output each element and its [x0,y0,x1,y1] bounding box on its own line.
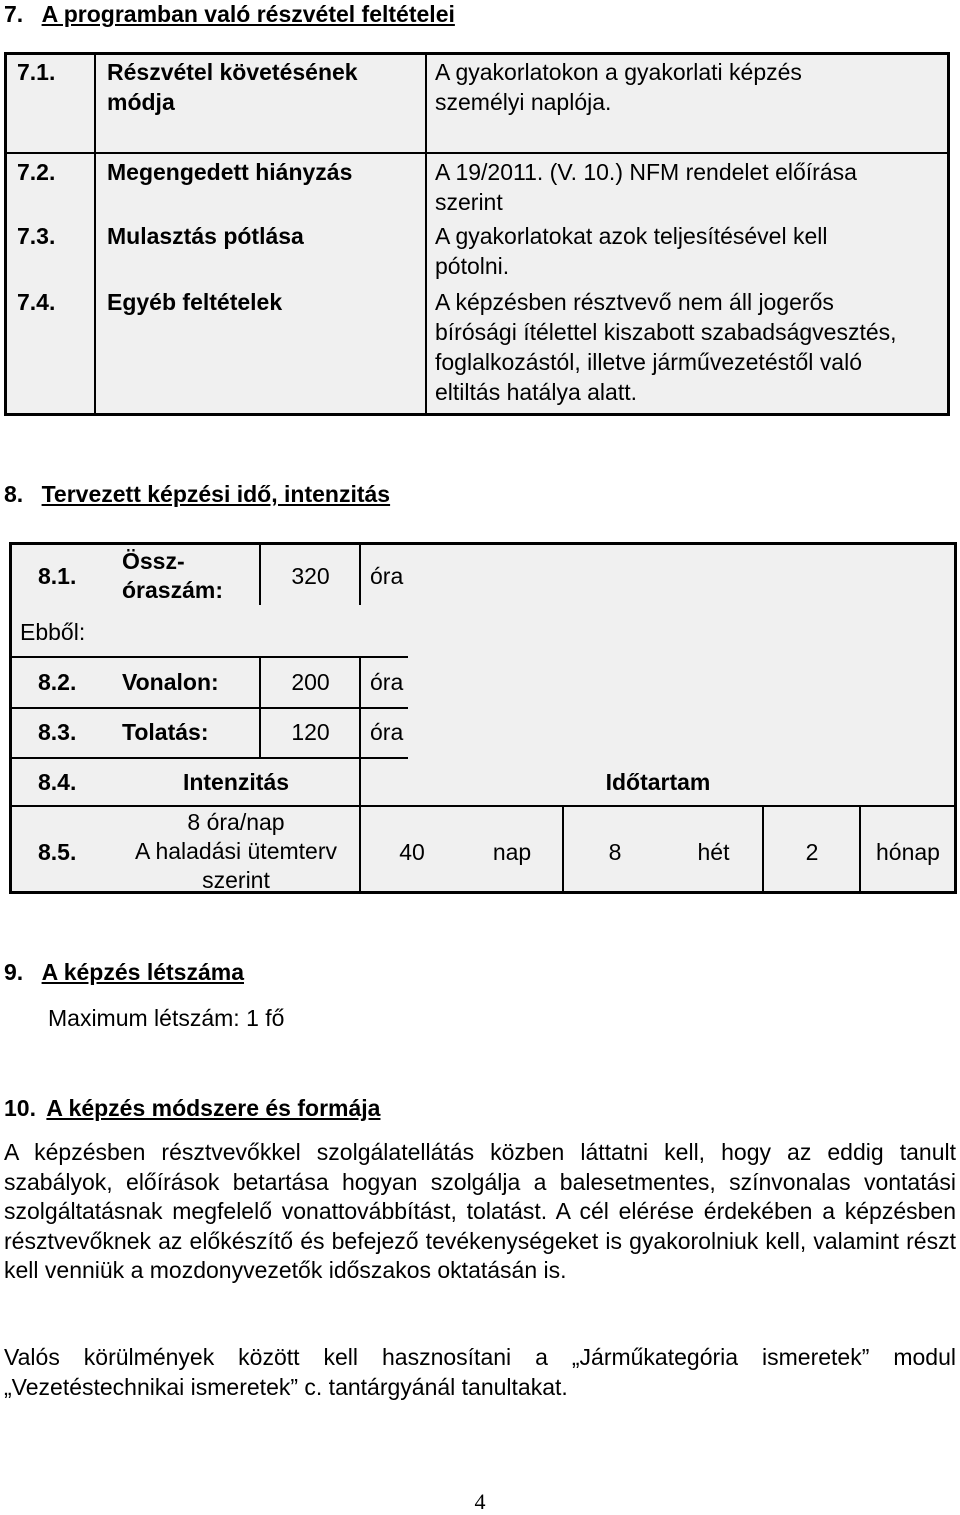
duration-days-value: 40 [399,839,425,865]
row-8-2-unit: óra [370,669,404,695]
section-7-heading [4,0,455,28]
method-paragraph-2: Valós körülmények között kell hasznosítani a „Járműkategória ismeretek” modul „Vezetéstechnikai ismeretek” c. tantárgyánál tanultakat. [4,1344,956,1400]
row-8-1-label: Össz-óraszám: [122,548,223,603]
intensity-line-1: 8 óra/nap [187,809,285,835]
row-8-2-value: 200 [291,669,330,695]
row-7-3-value: A gyakorlatokat azok teljesítésével kell pótolni. [435,223,828,279]
training-time-table [9,542,957,894]
row-8-3-value: 120 [291,719,330,745]
section-10-heading [4,1093,380,1123]
of-which-label: Ebből: [20,619,86,645]
row-8-4-number: 8.4. [38,769,77,795]
row-7-1-number: 7.1. [17,59,56,85]
section-9-heading [4,957,244,987]
method-paragraph-1: A képzésben résztvevőkkel szolgálatellátás közben láttatni kell, hogy az eddig tanult szabályok, előírások betartása hogyan szolgálja a balesetmentes, színvonalas vontatási szolgáltatásnak megfelelő vonattovábbítást, tolatást. A cél elérése érdekében a képzésben résztvevőknek az előkészítő és befejező tevékenységeket is gyakorolniuk kell, valamint részt kell venniük a mozdonyvezetők időszakos oktatásán is. [4,1139,956,1283]
row-7-2-number: 7.2. [17,159,56,185]
section-8-number: 8. [4,481,24,507]
row-8-2-label: Vonalon: [122,669,219,695]
duration-header: Időtartam [605,769,711,795]
row-8-1-unit: óra [370,563,404,589]
section-10-title: A képzés módszere és formája [46,1095,381,1121]
section-7-title: A programban való részvétel feltételei [41,1,455,27]
section-8-heading [4,479,390,509]
row-7-1-label: Részvétel követésének módja [107,59,358,115]
section-7-number: 7. [4,1,24,27]
row-8-1-value: 320 [291,563,330,589]
row-7-3-label: Mulasztás pótlása [107,223,304,249]
row-7-2-value: A 19/2011. (V. 10.) NFM rendelet előírása szerint [435,159,857,215]
row-8-3-label: Tolatás: [122,719,209,745]
section-10-number: 10. [4,1095,36,1121]
row-8-3-unit: óra [370,719,404,745]
intensity-line-3: szerint [202,867,270,893]
participation-conditions-table [4,52,950,416]
row-8-3-number: 8.3. [38,719,77,745]
intensity-line-2: A haladási ütemterv [134,838,337,864]
intensity-value [112,808,360,895]
intensity-header: Intenzitás [182,769,290,795]
row-7-3-number: 7.3. [17,223,56,249]
duration-months-value: 2 [805,839,819,865]
duration-days-unit: nap [492,839,532,865]
duration-weeks-unit: hét [697,839,730,865]
row-8-2-number: 8.2. [38,669,77,695]
row-8-5-number: 8.5. [38,839,77,865]
duration-months-unit: hónap [876,839,940,865]
section-9-number: 9. [4,959,24,985]
row-7-1-value: A gyakorlatokon a gyakorlati képzés személyi naplója. [435,59,802,115]
row-7-4-value: A képzésben résztvevő nem áll jogerős bírósági ítélettel kiszabott szabadságvesztés, foglalkozástól, illetve járművezetéstől való eltiltás hatálya alatt. [435,289,897,405]
row-7-4-number: 7.4. [17,289,56,315]
row-7-4-label: Egyéb feltételek [107,289,283,315]
row-7-2-label: Megengedett hiányzás [107,159,353,185]
duration-weeks-value: 8 [608,839,622,865]
page-number: 4 [474,1489,486,1514]
section-8-title: Tervezett képzési idő, intenzitás [41,481,391,507]
row-8-1-number: 8.1. [38,563,77,589]
max-headcount: Maximum létszám: 1 fő [48,1005,285,1031]
section-9-title: A képzés létszáma [41,959,244,985]
